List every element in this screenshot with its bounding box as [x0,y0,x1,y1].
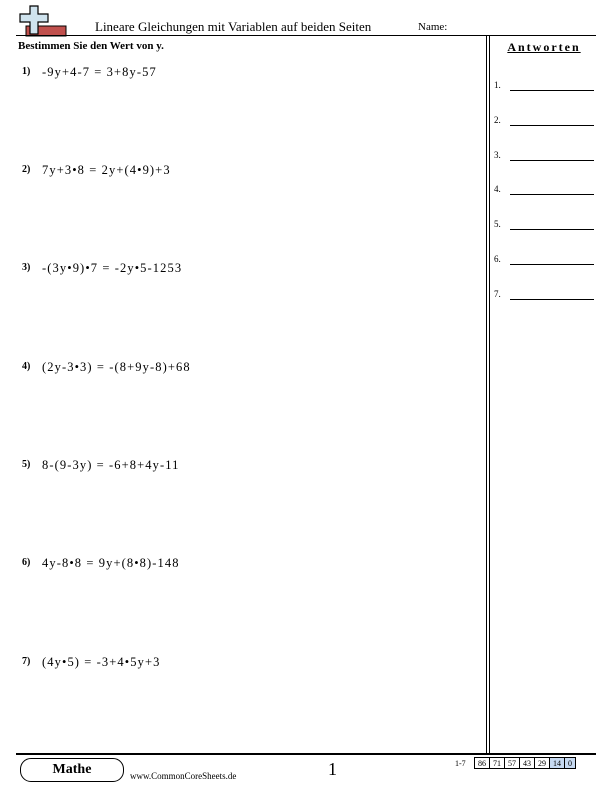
answer-number: 4. [494,184,501,194]
instructions: Bestimmen Sie den Wert von y. [18,40,164,52]
score-range-label: 1-7 [455,759,466,768]
answer-number: 1. [494,80,501,90]
answer-blank[interactable] [510,160,594,161]
answer-blank[interactable] [510,194,594,195]
problem-number: 6) [22,557,31,568]
answer-blank[interactable] [510,90,594,91]
score-cell: 29 [535,758,550,769]
answer-number: 6. [494,254,501,264]
answer-blank[interactable] [510,229,594,230]
problem-number: 1) [22,66,31,77]
score-cell: 0 [565,758,576,769]
subject-badge: Mathe [20,758,124,782]
score-cell: 71 [490,758,505,769]
column-divider [486,35,490,753]
problem-number: 3) [22,262,31,273]
score-table [474,757,576,769]
header-rule [16,35,596,36]
answer-blank[interactable] [510,264,594,265]
score-cell: 57 [505,758,520,769]
answers-heading: Antworten [507,40,581,54]
problem-equation: 8-(9-3y) = -6+8+4y-11 [42,458,180,472]
page-number: 1 [328,759,337,779]
problem-equation: -(3y•9)•7 = -2y•5-1253 [42,261,183,275]
problem-number: 7) [22,656,31,667]
footer-rule [16,753,596,755]
problem-equation: 7y+3•8 = 2y+(4•9)+3 [42,163,171,177]
answer-number: 5. [494,219,501,229]
score-cell: 86 [475,758,490,769]
problem-equation: 4y-8•8 = 9y+(8•8)-148 [42,556,180,570]
name-label: Name: [418,21,448,33]
answer-number: 3. [494,150,501,160]
problem-number: 2) [22,164,31,175]
worksheet-title: Lineare Gleichungen mit Variablen auf beiden Seiten [95,19,372,34]
problem-number: 4) [22,361,31,372]
math-logo-icon [16,4,70,38]
problem-equation: (2y-3•3) = -(8+9y-8)+68 [42,360,191,374]
answer-number: 2. [494,115,501,125]
problem-equation: -9y+4-7 = 3+8y-57 [42,65,157,79]
answer-blank[interactable] [510,125,594,126]
site-url: www.CommonCoreSheets.de [130,771,237,781]
score-cell: 43 [520,758,535,769]
score-cell: 14 [550,758,565,769]
problem-equation: (4y•5) = -3+4•5y+3 [42,655,161,669]
problem-number: 5) [22,459,31,470]
answer-number: 7. [494,289,501,299]
answer-blank[interactable] [510,299,594,300]
